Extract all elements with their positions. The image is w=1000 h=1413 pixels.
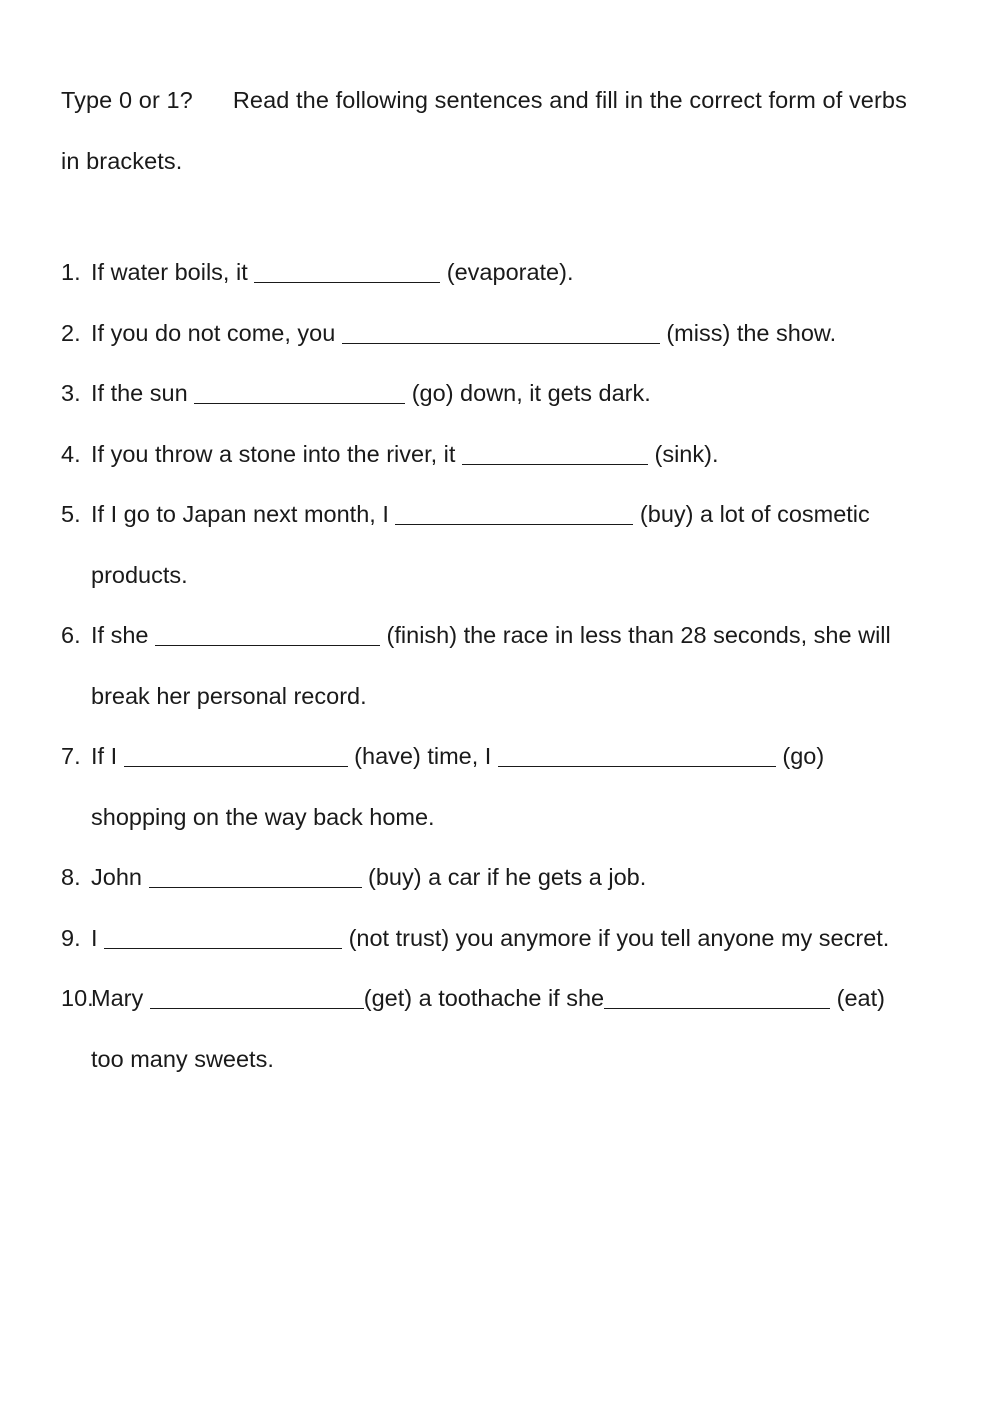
item-number: 3. xyxy=(61,380,81,406)
sentence-text: Mary xyxy=(91,985,150,1011)
answer-blank[interactable] xyxy=(498,744,776,767)
item-number: 8. xyxy=(61,864,81,890)
sentence-text: (have) time, I xyxy=(347,743,498,769)
sentence-text: If I go to Japan next month, I xyxy=(91,501,396,527)
exercise-item-2 xyxy=(61,303,961,364)
instruction-line-1: Read the following sentences and fill in the correct form of verbs xyxy=(232,87,907,113)
instruction-block xyxy=(61,70,961,191)
sentence-text: (buy) a lot of cosmetic xyxy=(633,501,870,527)
item-number: 7. xyxy=(61,743,81,769)
answer-blank[interactable] xyxy=(342,321,660,344)
sentence-text: If I xyxy=(91,743,124,769)
sentence-text: If the sun xyxy=(91,380,195,406)
item-number: 4. xyxy=(61,440,81,467)
answer-blank[interactable] xyxy=(155,623,380,646)
sentence-text: (finish) the race in less than 28 seconds, she will xyxy=(380,622,891,648)
sentence-text: (go) xyxy=(775,743,825,769)
exercise-item-10 xyxy=(61,968,961,1089)
sentence-text: I xyxy=(91,924,105,951)
answer-blank[interactable] xyxy=(194,381,405,404)
sentence-text: (eat) xyxy=(830,985,885,1011)
exercise-item-8 xyxy=(61,847,961,908)
instruction-line-2: in brackets. xyxy=(61,147,183,174)
sentence-text: If water boils, it xyxy=(91,259,255,285)
exercise-item-9 xyxy=(61,908,961,969)
item-number: 10. xyxy=(61,985,94,1011)
item-number: 5. xyxy=(61,501,81,527)
sentence-text: (sink). xyxy=(647,440,719,467)
sentence-text: John xyxy=(91,864,149,890)
sentence-continuation: shopping on the way back home. xyxy=(91,803,435,830)
exercise-item-1 xyxy=(61,242,961,303)
answer-blank[interactable] xyxy=(254,260,440,283)
sentence-text: (miss) the show. xyxy=(659,319,837,346)
sentence-continuation: break her personal record. xyxy=(91,682,367,709)
sentence-text: If she xyxy=(91,622,156,648)
sentence-text: (not trust) you anymore if you tell anyone my secret. xyxy=(342,924,890,951)
sentence-text: (buy) a car if he gets a job. xyxy=(361,864,647,890)
exercise-item-6 xyxy=(61,605,961,726)
sentence-text: If you throw a stone into the river, it xyxy=(91,440,462,467)
sentence-text: (go) down, it gets dark. xyxy=(405,380,651,406)
answer-blank[interactable] xyxy=(104,926,342,949)
item-number: 9. xyxy=(61,924,81,951)
sentence-text: (get) a toothache if she xyxy=(363,985,605,1011)
answer-blank[interactable] xyxy=(150,986,364,1009)
sentence-continuation: products. xyxy=(91,561,188,588)
exercise-list xyxy=(61,242,961,1089)
item-number: 2. xyxy=(61,319,81,346)
exercise-item-5 xyxy=(61,484,961,605)
exercise-item-3 xyxy=(61,363,961,424)
sentence-continuation: too many sweets. xyxy=(91,1045,274,1072)
answer-blank[interactable] xyxy=(149,865,362,888)
exercise-item-4 xyxy=(61,424,961,485)
sentence-text: If you do not come, you xyxy=(91,319,342,346)
item-number: 1. xyxy=(61,259,81,285)
type-question: Type 0 or 1? xyxy=(61,87,193,113)
answer-blank[interactable] xyxy=(604,986,830,1009)
answer-blank[interactable] xyxy=(462,442,648,465)
answer-blank[interactable] xyxy=(124,744,348,767)
answer-blank[interactable] xyxy=(395,502,633,525)
exercise-item-7 xyxy=(61,726,961,847)
sentence-text: (evaporate). xyxy=(440,259,574,285)
item-number: 6. xyxy=(61,622,81,648)
